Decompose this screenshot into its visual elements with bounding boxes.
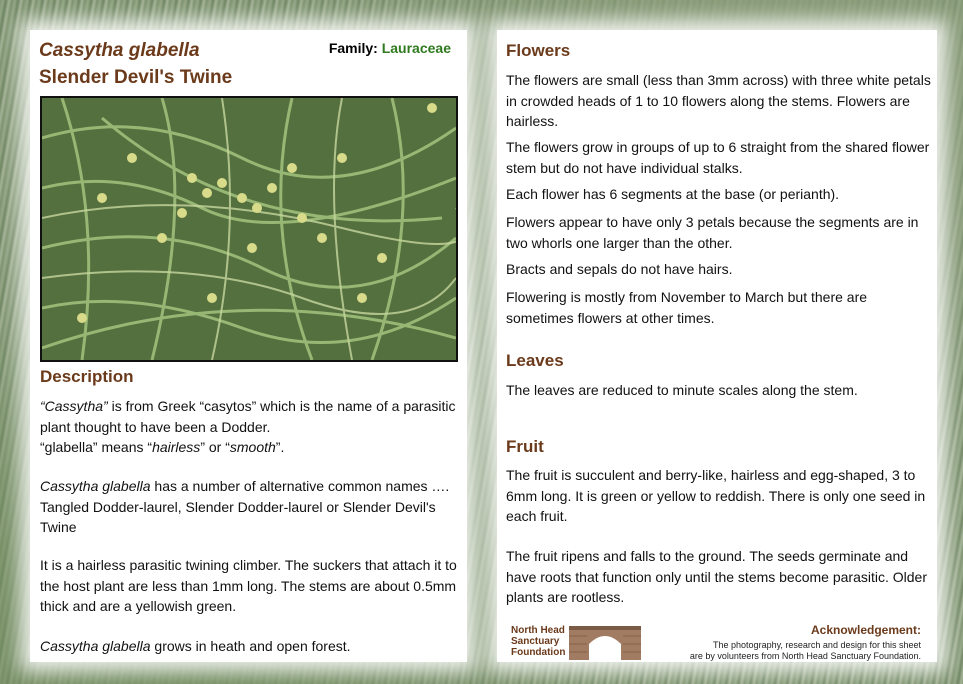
right-info-panel (497, 30, 937, 662)
description-paragraph-4 (40, 636, 460, 657)
description-paragraph-3: It is a hairless parasitic twining climber. The suckers that attach it to the host plant are less than 1mm long. The stems are about 0.5mm thick and are a yellowish green. (40, 557, 457, 614)
desc1-text-g: ”. (275, 439, 285, 455)
plant-photo (40, 96, 458, 362)
latin-name-title: Cassytha glabella (39, 40, 200, 61)
flowers-paragraph-5: Bracts and sepals do not have hairs. (506, 261, 733, 277)
species-name-inline-2: Cassytha glabella (40, 638, 151, 654)
fruit-paragraph-2: The fruit ripens and falls to the ground. The seeds germinate and have roots that function only until the stems become parasitic. Older plants are rootless. (506, 548, 927, 605)
plant-photo-illustration (42, 98, 456, 360)
desc1-text: is from Greek “casytos” which is the name of a parasitic plant thought to have been a Dodder. (40, 398, 456, 435)
hairless-term: hairless (152, 439, 201, 455)
logo-line-3: Foundation (511, 647, 566, 658)
acknowledgement-title: Acknowledgement: (810, 623, 921, 637)
flowers-heading: Flowers (506, 41, 571, 60)
foundation-logo-text (511, 625, 565, 658)
leaves-paragraph: The leaves are reduced to minute scales along the stem. (506, 382, 858, 398)
flowers-paragraph-4: Flowers appear to have only 3 petals because the segments are in two whorls one larger than the other. (506, 214, 919, 251)
fruit-paragraph-1: The fruit is succulent and berry-like, hairless and egg-shaped, 3 to 6mm long. It is green or yellow to reddish. There is only one seed in each fruit. (506, 467, 926, 524)
family-label (329, 40, 451, 56)
species-name-inline: Cassytha glabella (40, 478, 151, 494)
flowers-paragraph-3: Each flower has 6 segments at the base (or perianth). (506, 186, 840, 202)
fruit-heading: Fruit (506, 437, 544, 456)
flowers-paragraph-6: Flowering is mostly from November to March but there are sometimes flowers at other times. (506, 289, 868, 326)
flowers-paragraph-2: The flowers grow in groups of up to 6 straight from the shared flower stem but do not have individual stalks. (506, 139, 930, 176)
family-value: Lauraceae (381, 40, 451, 56)
smooth-term: smooth (229, 439, 276, 455)
description-paragraph-2 (40, 476, 460, 538)
left-info-panel (30, 30, 467, 662)
desc1-text-e: ” or “ (200, 439, 230, 455)
common-name-title: Slender Devil's Twine (39, 67, 233, 88)
ack-line-1: The photography, research and design for this sheet (713, 640, 921, 650)
leaves-heading: Leaves (506, 351, 564, 370)
description-heading: Description (40, 367, 134, 386)
logo-line-1: North Head (511, 625, 565, 636)
ack-line-2: are by volunteers from North Head Sanctuary Foundation. (689, 651, 921, 661)
flowers-paragraph-1: The flowers are small (less than 3mm across) with three white petals in crowded heads of 1 to 10 flowers along the stems. Flowers are hairless. (506, 72, 931, 129)
cassytha-term: “Cassytha” (40, 398, 108, 414)
logo-line-2: Sanctuary (511, 636, 560, 647)
desc1-text-c: “glabella” means “ (40, 439, 153, 455)
family-label-text: Family: (328, 40, 378, 56)
description-paragraph-1 (40, 396, 460, 458)
acknowledgement-text (621, 640, 921, 662)
desc2-text: has a number of alternative common names …. Tangled Dodder-laurel, Slender Dodder-laurel or Slender Devil's Twine (40, 478, 450, 535)
desc4-text: grows in heath and open forest. (150, 638, 351, 654)
